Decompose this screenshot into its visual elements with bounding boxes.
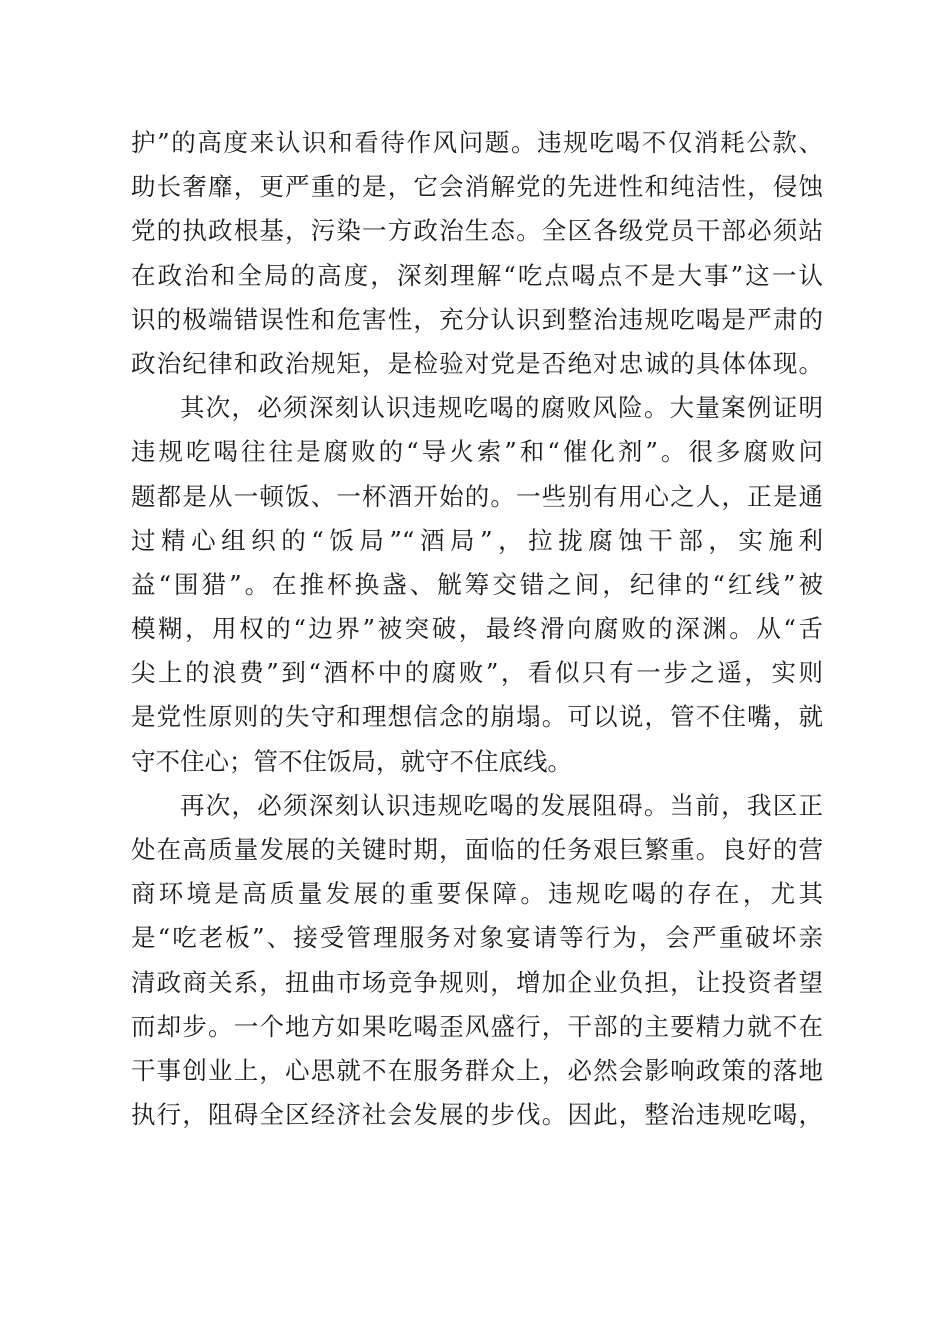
document-body	[131, 121, 823, 1137]
paragraph-first-line: 其次，必须深刻认识违规吃喝的腐败风险。大量案例证明	[180, 393, 823, 423]
text-line: 政治纪律和政治规矩，是检验对党是否绝对忠诚的具体体现。	[131, 348, 823, 378]
text-line: 是“吃老板”、接受管理服务对象宴请等行为，会严重破坏亲	[131, 923, 823, 953]
text-line: 识的极端错误性和危害性，充分认识到整治违规吃喝是严肃的	[131, 304, 823, 334]
text-line: 在政治和全局的高度，深刻理解“吃点喝点不是大事”这一认	[131, 260, 823, 290]
text-line: 而却步。一个地方如果吃喝歪风盛行，干部的主要精力就不在	[131, 1011, 823, 1041]
text-line: 违规吃喝往往是腐败的“导火索”和“催化剂”。很多腐败问	[131, 437, 823, 467]
text-line: 益“围猎”。在推杯换盏、觥筹交错之间，纪律的“红线”被	[131, 569, 823, 599]
text-line: 护”的高度来认识和看待作风问题。违规吃喝不仅消耗公款、	[131, 128, 823, 157]
text-line: 处在高质量发展的关键时期，面临的任务艰巨繁重。良好的营	[131, 835, 823, 864]
text-line: 清政商关系，扭曲市场竞争规则，增加企业负担，让投资者望	[131, 967, 823, 997]
text-line: 干事创业上，心思就不在服务群众上，必然会影响政策的落地	[131, 1055, 823, 1085]
text-line: 是党性原则的失守和理想信念的崩塌。可以说，管不住嘴，就	[131, 702, 823, 732]
text-line: 商环境是高质量发展的重要保障。违规吃喝的存在，尤其	[131, 879, 823, 909]
text-line: 题都是从一顿饭、一杯酒开始的。一些别有用心之人，正是通	[131, 481, 823, 511]
text-line: 尖上的浪费”到“酒杯中的腐败”，看似只有一步之遥，实则	[131, 658, 823, 688]
paragraph-first-line: 再次，必须深刻认识违规吃喝的发展阻碍。当前，我区正	[180, 790, 823, 820]
text-line: 过精心组织的“饭局”“酒局”，拉拢腐蚀干部，实施利	[131, 525, 823, 555]
text-line: 党的执政根基，污染一方政治生态。全区各级党员干部必须站	[131, 216, 823, 246]
text-line: 助长奢靡，更严重的是，它会消解党的先进性和纯洁性，侵蚀	[131, 172, 823, 202]
text-line: 执行，阻碍全区经济社会发展的步伐。因此，整治违规吃喝，	[131, 1100, 823, 1130]
paragraph-last-line: 守不住心；管不住饭局，就守不住底线。	[131, 746, 572, 776]
text-line: 模糊，用权的“边界”被突破，最终滑向腐败的深渊。从“舌	[131, 614, 823, 644]
